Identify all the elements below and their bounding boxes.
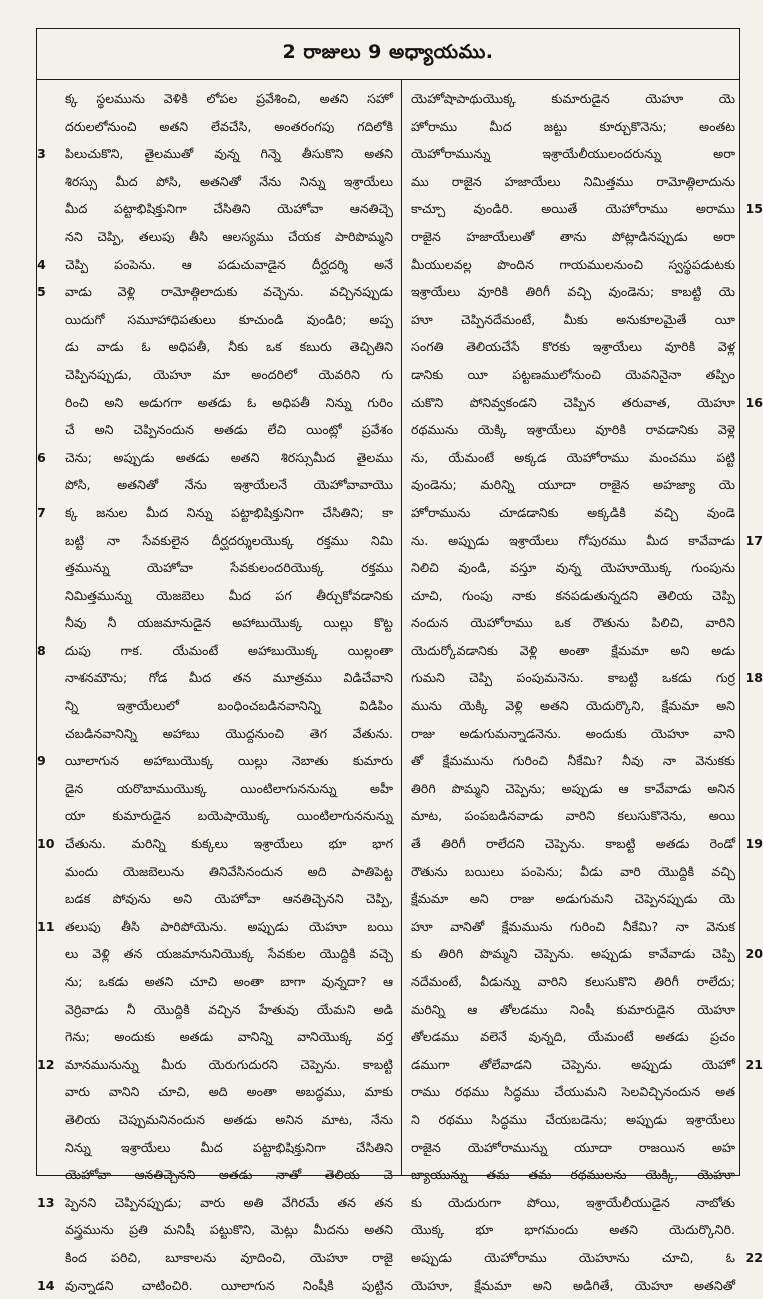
verse-text: నిలిచి వుండి, వస్తూ వున్న యెహూయొక్క గుంపును: [411, 560, 735, 576]
verse-text: యెదుర్కోవడానికు వెళ్లి అంతా క్షేమమా అని అడు: [411, 642, 735, 658]
left-text-line: [37, 802, 397, 830]
verse-number: 22: [745, 1249, 763, 1265]
right-text-line: [405, 637, 741, 665]
verse-text: దరులలోనుంచి అతని లేవచేసి, అంతరంగపు గదిలోకి: [65, 118, 393, 134]
left-text-line: [37, 858, 397, 886]
verse-text: యా కుమారుడైన బయెషాయొక్క యింటిలాగుననున్ను: [65, 808, 393, 824]
left-text-line: [37, 775, 397, 803]
scripture-page: [36, 28, 763, 1293]
verse-number: 12: [37, 1056, 55, 1072]
left-text-line: [37, 1216, 397, 1244]
right-text-line: [405, 278, 741, 306]
verse-text: యొక్క భూ భాగమందు అతని యెదుర్కొనిరి.: [411, 1222, 735, 1238]
left-text-line: [37, 223, 397, 251]
verse-text: రాజైన యెహోరామున్ను యూదా రాజయిన అహ: [411, 1139, 735, 1155]
verse-text: మందు యెజబెలును తినివేసినందున అది పాతిపెట్ట: [65, 863, 393, 879]
left-text-line: [37, 140, 397, 168]
verse-number: 6: [37, 449, 46, 465]
verse-text: ప్పెనని చెప్పినప్పుడు; వారు అతి వేగిరమే తన తన: [65, 1194, 393, 1210]
left-text-line: [37, 389, 397, 417]
verse-text: కు తిరిగి పొమ్మని చెప్పెను. అప్పుడు కావేవాడు చెప్పి: [411, 946, 735, 962]
verse-text: మాట, పంపబడినవాడు వారిని కలుసుకొనెను, అయి: [411, 808, 735, 824]
verse-text: హూ వానితో క్షేమమును గురించి నీకేమి? నా వెనుక: [411, 918, 735, 934]
right-column: [405, 85, 763, 1299]
right-text-line: [405, 1272, 741, 1299]
left-text-line: [37, 830, 397, 858]
verse-text: చెప్పి పంపెను. ఆ పడుచువాడైన దీర్ఘదర్శి అనే: [65, 256, 393, 272]
verse-text: నని చెప్పి, తలుపు తీసి ఆలస్యము చేయక పారిపొమ్మని: [65, 228, 393, 244]
verse-text: చేతును. మరిన్ని కుక్కలు ఇశ్రాయేలు భూ భాగ: [65, 836, 393, 852]
verse-text: క్షేమమా అని రాజు అడుగుమని చెప్పెనప్పుడు యె: [411, 891, 735, 907]
right-text-line: [405, 333, 741, 361]
verse-text: చుకొని పోనివ్వకండని చెప్పిన తరువాత, యెహూ: [411, 394, 735, 410]
verse-text: మీయులవల్ల పొందిన గాయములనుంచి స్వస్థపడుటకు: [411, 256, 735, 272]
left-text-line: [37, 582, 397, 610]
right-text-line: [405, 830, 763, 858]
verse-text: రాజు అడుగుమన్నాడనెను. అందుకు యెహూ వాని: [411, 725, 735, 741]
left-text-line: [37, 637, 397, 665]
left-text-line: [37, 968, 397, 996]
verse-text: క్క స్థలమును వెళికి లోపల ప్రవేశించి, అతని సహో: [65, 91, 393, 106]
verse-text: డైన యరొబాముయొక్క యింటిలాగుననున్ను అహీ: [65, 780, 393, 796]
left-text-line: [37, 1189, 397, 1217]
verse-text: చబడినవానిన్ని అహాబు యొద్దనుంచి తెగ వేతును.: [65, 725, 393, 741]
verse-number: 19: [745, 836, 763, 852]
verse-text: శిరస్సు మీద పోసి, అతనితో నేను నిన్ను ఇశ్రాయేలు: [65, 173, 393, 189]
verse-text: గుమని చెప్పి పంపుమనెను. కాబట్టి ఒకడు గుర్ర: [411, 670, 735, 686]
verse-text: లు వెళ్లి తన యజమానునియొక్క సేవకుల యొద్దికి వచ్చె: [65, 946, 393, 962]
left-text-line: [37, 306, 397, 334]
verse-text: ను, యేమంటే అక్కడ యెహోరాము మంచము పట్టి: [411, 449, 735, 465]
verse-text: కాచ్చూ వుండిరి. అయితే యెహోరాము అరాము: [411, 201, 735, 217]
verse-text: పోసి, అతనితో నేను ఇశ్రాయేలనే యెహోవావాయొ: [65, 477, 393, 493]
right-text-line: [405, 802, 741, 830]
left-text-line: [37, 333, 397, 361]
verse-number: 4: [37, 256, 46, 272]
verse-number: 11: [37, 918, 55, 934]
verse-text: త్తమున్ను యెహోవా సేవకులందరియొక్క రక్తము: [65, 560, 393, 576]
verse-number: 10: [37, 836, 55, 852]
left-column: [37, 85, 397, 1299]
left-text-line: [37, 554, 397, 582]
left-text-line: [37, 361, 397, 389]
right-text-line: [405, 361, 741, 389]
verse-text: హోరాము మీద జట్టు కూర్చుకొనెను; అంతట: [411, 118, 735, 134]
right-text-line: [405, 582, 741, 610]
right-text-line: [405, 306, 741, 334]
left-text-line: [37, 1078, 397, 1106]
verse-text: రాము రథము సిద్ధము చేయుమని సెలవిచ్చినందున అత: [411, 1084, 735, 1100]
verse-text: దుపు గాక. యేమంటే అహాబుయొక్క యిల్లంతా: [65, 642, 393, 658]
right-text-line: [405, 1189, 741, 1217]
verse-text: నదేమంటే, వీడున్ను వారిని కలుసుకొని తిరిగీ రాలేదు;: [411, 974, 735, 989]
right-text-line: [405, 499, 741, 527]
left-text-line: [37, 195, 397, 223]
left-text-line: [37, 885, 397, 913]
right-text-line: [405, 1134, 741, 1162]
verse-text: రించి అని అడుగగా అతడు ఓ అధిపతీ నిన్ను గురిం: [65, 394, 393, 410]
right-text-line: [405, 1106, 741, 1134]
verse-text: బట్టి నా సేవకులైన దీర్ఘదర్శులయొక్క రక్తము నిమి: [65, 532, 393, 548]
verse-number: 5: [37, 284, 46, 300]
right-text-line: [405, 609, 741, 637]
right-text-line: [405, 885, 741, 913]
verse-text: వెర్రివాడు నీ యొద్దికి వచ్చిన హేతువు యేమని అడి: [65, 1001, 393, 1017]
verse-text: మరిన్ని ఆ తోలడము నింషీ కుమారుడైన యెహూ: [411, 1001, 735, 1017]
right-text-line: [405, 747, 741, 775]
verse-text: ను. అప్పుడు ఇశ్రాయేలు గోపురము మీద కావేవాడు: [411, 532, 735, 548]
right-text-line: [405, 251, 741, 279]
right-text-line: [405, 1023, 741, 1051]
left-text-line: [37, 1023, 397, 1051]
verse-text: పిలుచుకొని, తైలముతో వున్న గిన్నె తీసుకొని అతని: [65, 146, 393, 162]
verse-text: గెను; అందుకు అతడు వానిన్ని వానియొక్క వర్త: [65, 1029, 393, 1045]
verse-text: తెలియ చెప్పుమనినందున అతడు అనిన మాట, నేను: [65, 1111, 393, 1127]
right-text-line: [405, 664, 763, 692]
right-text-line: [405, 113, 741, 141]
verse-text: మీద పట్టాభిషిక్తునిగా చేసితిని యెహోవా ఆనతిచ్చె: [65, 201, 393, 217]
right-text-line: [405, 1051, 763, 1079]
verse-number: 17: [745, 532, 763, 548]
right-text-line: [405, 913, 741, 941]
right-text-line: [405, 940, 763, 968]
column-divider: [401, 79, 402, 1175]
left-text-line: [37, 85, 397, 113]
verse-text: యీలాగున అహాబుయొక్క యిల్లు నెబాతు కుమారు: [65, 753, 393, 769]
verse-text: చూచి, గుంపు నాకు కనపడుతున్నదని తెలియ చెప్పి: [411, 587, 735, 603]
verse-text: వుండెను; మరిన్ని యూదా రాజైన అహజ్యా యె: [411, 477, 735, 493]
verse-text: నిమిత్తమున్ను యెజబెలు మీద పగ తీర్చుకోవడానికు: [65, 587, 393, 603]
verse-text: అప్పుడు యెహోరాము యెహూను చూచి, ఓ: [411, 1249, 735, 1265]
left-text-line: [37, 113, 397, 141]
right-text-line: [405, 775, 741, 803]
verse-number: 15: [745, 201, 763, 217]
verse-number: 14: [37, 1277, 55, 1293]
verse-number: 7: [37, 504, 46, 520]
verse-text: తిరిగి పొమ్మని చెప్పెను; అప్పుడు ఆ కావేవాడు అనిన: [411, 780, 735, 796]
right-text-line: [405, 195, 763, 223]
verse-text: ఇశ్రాయేలు వూరికి తిరిగీ వచ్చి వుండెను; కాబట్టి యె: [411, 284, 735, 300]
left-text-line: [37, 1051, 397, 1079]
right-text-line: [405, 389, 763, 417]
verse-text: హూ చెప్పినదేమంటే, మీకు అనుకూలమైతే యీ: [411, 311, 735, 327]
verse-text: డు వాడు ఓ అధిపతీ, నీకు ఒక కబురు తెచ్చితిని: [65, 339, 393, 355]
right-text-line: [405, 720, 741, 748]
verse-text: చెప్పినప్పుడు, యెహూ మా అందరిలో యెవరిని గు: [65, 366, 393, 382]
verse-text: చెను; అప్పుడు అతడు అతని శిరస్సుమీద తైలము: [65, 449, 393, 465]
verse-text: తలుపు తీసి పారిపోయెను. అప్పుడు యెహూ బయి: [65, 918, 393, 934]
verse-text: వస్త్రమును ప్రతి మనిషీ పట్టుకొని, మెట్లు మీదను అతని: [65, 1222, 393, 1238]
right-text-line: [405, 692, 741, 720]
verse-text: వాడు వెళ్లి రామోత్గిలాదుకు వచ్చెను. వచ్చినప్పుడు: [65, 284, 393, 300]
left-text-line: [37, 1106, 397, 1134]
verse-text: కు యెదురుగా పోయి, ఇశ్రాయేలీయుడైన నాబోతు: [411, 1194, 735, 1210]
verse-text: నందున యెహోరాము ఒక రౌతును పిలిచి, వారిని: [411, 615, 735, 631]
verse-text: రాజైన హజాయేలుతో తాను పోట్లాడినప్పుడు అరా: [411, 228, 735, 244]
verse-text: జ్యాయున్ను తమ తమ రథములను యెక్కి, యెహూ: [411, 1167, 735, 1183]
verse-text: డానికు యీ పట్టణములోనుంచి యెవనినైనా తప్పిం: [411, 366, 735, 382]
verse-text: కింద పరిచి, బూకాలను వూదించి, యెహూ రాజై: [65, 1249, 393, 1265]
verse-text: వారు వానిని చూచి, అది అంతా అబద్ధము, మాకు: [65, 1084, 393, 1100]
right-text-line: [405, 140, 741, 168]
verse-text: వున్నాడని చాటించిరి. యీలాగున నింషీకి పుట్టిన: [65, 1277, 393, 1293]
verse-number: 9: [37, 753, 46, 769]
left-text-line: [37, 747, 397, 775]
verse-text: యెహోషాపాథుయొక్క కుమారుడైన యెహూ యె: [411, 91, 735, 106]
left-text-line: [37, 720, 397, 748]
left-text-line: [37, 609, 397, 637]
left-text-line: [37, 527, 397, 555]
page-title: 2 రాజులు 9 అధ్యాయము.: [37, 29, 739, 80]
verse-text: బడక పోవును అని యెహోవా ఆనతిచ్చెనని చెప్పి,: [65, 891, 393, 907]
right-text-line: [405, 996, 741, 1024]
verse-text: రథమును యెక్కి ఇశ్రాయేలు వూరికి రావడానికు వెళ్లె: [411, 422, 735, 438]
right-text-line: [405, 1244, 763, 1272]
verse-text: నాశనమౌను; గోడ మీద తన మూత్రము విడిచేవాని: [65, 670, 393, 686]
verse-text: నీవు నీ యజమానుడైన అహాబుయొక్క యిల్లు కొట్ట: [65, 615, 393, 631]
verse-text: సంగతి తెలియచేసే కొరకు ఇశ్రాయేలు వూరికి వెళ్ల: [411, 339, 735, 355]
right-text-line: [405, 416, 741, 444]
left-text-line: [37, 996, 397, 1024]
verse-text: ను; ఒకడు అతని చూచి అంతా బాగా వున్నదా? ఆ: [65, 974, 393, 989]
verse-text: తో క్షేమమును గురించి నీకేమి? నీవు నా వెనుకకు: [411, 753, 735, 769]
verse-number: 16: [745, 394, 763, 410]
verse-text: తే తిరిగీ రాలేదని చెప్పెను. కాబట్టి అతడు రెండో: [411, 836, 735, 852]
verse-number: 8: [37, 642, 46, 658]
left-text-line: [37, 1272, 397, 1299]
verse-text: క్క జనుల మీద నిన్ను పట్టాభిషిక్తునిగా చేసితిని; కా: [65, 504, 393, 520]
verse-number: 21: [745, 1056, 763, 1072]
right-text-line: [405, 1161, 741, 1189]
right-text-line: [405, 444, 741, 472]
verse-text: డముగా తోలేవాడని చెప్పెను. అప్పుడు యెహో: [411, 1056, 735, 1072]
verse-text: మును యెక్కి వెళ్లి అతని యెదుర్కొని, క్షేమమా అని: [411, 698, 735, 714]
verse-text: తోలడము వలెనే వున్నది, యేమంటే అతడు ప్రచం: [411, 1029, 735, 1045]
verse-text: మానమునున్ను మీరు యెరుగుదురని చెప్పెను. కాబట్టి: [65, 1056, 393, 1072]
left-text-line: [37, 168, 397, 196]
right-text-line: [405, 554, 741, 582]
verse-number: 13: [37, 1194, 55, 1210]
verse-text: హోరామును చూడడానికు అక్కడికి వచ్చి వుండె: [411, 504, 735, 520]
left-text-line: [37, 913, 397, 941]
right-text-line: [405, 85, 741, 113]
verse-number: 20: [745, 946, 763, 962]
verse-text: ని రథము సిద్ధము చేయబడెను; అప్పుడు ఇశ్రాయేలు: [411, 1111, 735, 1127]
left-text-line: [37, 940, 397, 968]
verse-text: యిదుగో సమూహాధిపతులు కూచుండి వుండిరి; అప్ప: [65, 311, 393, 327]
verse-text: రౌతును బయిలు పంపెను; వీడు వారి యొద్దికి వచ్చి: [411, 863, 735, 879]
right-text-line: [405, 527, 763, 555]
verse-number: 3: [37, 146, 46, 162]
left-text-line: [37, 278, 397, 306]
verse-text: న్ని ఇశ్రాయేలులో బంధించబడినవానిన్ని విడిపిం: [65, 698, 393, 714]
right-text-line: [405, 471, 741, 499]
left-text-line: [37, 1161, 397, 1189]
right-text-line: [405, 1216, 741, 1244]
left-text-line: [37, 416, 397, 444]
verse-text: నిన్ను ఇశ్రాయేలు మీద పట్టాభిషిక్తునిగా చేసితిని: [65, 1139, 393, 1155]
left-text-line: [37, 664, 397, 692]
right-text-line: [405, 968, 741, 996]
verse-text: చే అని చెప్పినందున అతడు లేచి యింట్లో ప్రవేశం: [65, 422, 393, 438]
left-text-line: [37, 1134, 397, 1162]
left-text-line: [37, 1244, 397, 1272]
verse-text: యెహూ, క్షేమమా అని అడిగితే, యెహూ అతనితో: [411, 1277, 735, 1293]
left-text-line: [37, 471, 397, 499]
left-text-line: [37, 251, 397, 279]
right-text-line: [405, 1078, 741, 1106]
left-text-line: [37, 692, 397, 720]
left-text-line: [37, 444, 397, 472]
right-text-line: [405, 168, 741, 196]
verse-number: 18: [745, 670, 763, 686]
verse-text: యెహోవా ఆనతిచ్చెనని అతడు నాతో తెలియ చె: [65, 1167, 393, 1183]
left-text-line: [37, 499, 397, 527]
right-text-line: [405, 223, 741, 251]
right-text-line: [405, 858, 741, 886]
verse-text: ము రాజైన హజాయేలు నిమిత్తము రామోత్గిలాదును: [411, 173, 735, 189]
verse-text: యెహోరామున్ను ఇశ్రాయేలీయులందరున్ను అరా: [411, 146, 735, 162]
